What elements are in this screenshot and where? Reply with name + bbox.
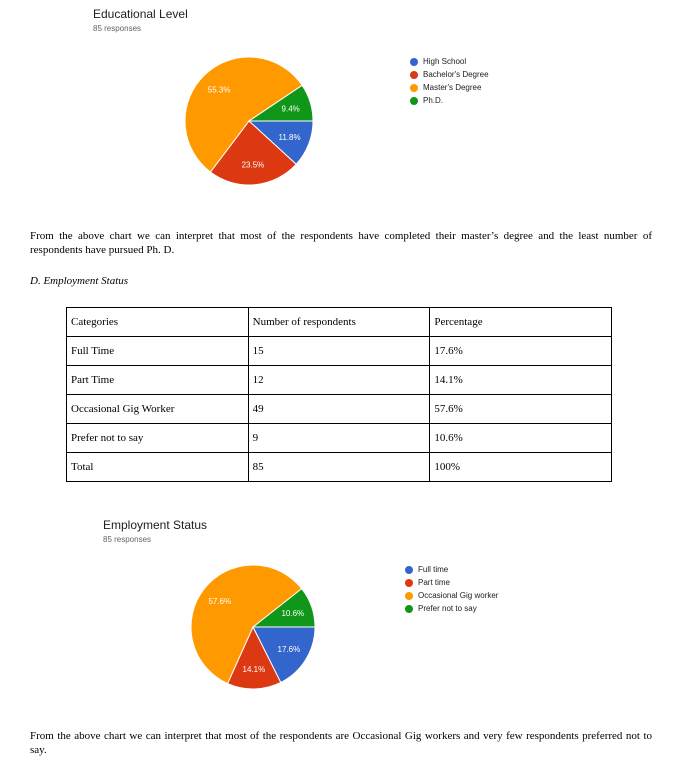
- legend-dot-icon: [405, 605, 413, 613]
- pie-slice-label: 23.5%: [241, 160, 265, 170]
- pie-slice-label: 57.6%: [208, 597, 232, 607]
- pie-slice-label: 9.4%: [281, 104, 300, 114]
- paragraph-education: From the above chart we can interpret that most of the respondents have completed their master’s degree and the least number of respondents have pursued Ph. D.: [30, 230, 652, 256]
- table-cell: 12: [248, 366, 430, 395]
- legend-label: Part time: [418, 578, 451, 587]
- legend-item: [405, 602, 498, 615]
- legend-label: High School: [423, 57, 467, 66]
- pie-slice-label: 14.1%: [242, 665, 266, 675]
- legend-dot-icon: [405, 579, 413, 587]
- table-cell: Occasional Gig Worker: [67, 395, 249, 424]
- legend-item: [405, 589, 498, 602]
- table-cell: 15: [248, 337, 430, 366]
- chart1-title: Educational Level: [93, 7, 188, 21]
- table-header-cell: Percentage: [430, 308, 612, 337]
- chart2-subtitle: 85 responses: [103, 535, 152, 544]
- table-cell: 9: [248, 424, 430, 453]
- legend-dot-icon: [405, 592, 413, 600]
- legend-label: Bachelor's Degree: [423, 70, 489, 79]
- table-cell: Total: [67, 453, 249, 482]
- table-cell: 57.6%: [430, 395, 612, 424]
- chart2-title: Employment Status: [103, 518, 208, 532]
- table-cell: 100%: [430, 453, 612, 482]
- table-cell: Full Time: [67, 337, 249, 366]
- table-cell: 49: [248, 395, 430, 424]
- chart1-subtitle: 85 responses: [93, 24, 142, 33]
- legend-label: Prefer not to say: [418, 604, 477, 613]
- legend-label: Occasional Gig worker: [418, 591, 499, 600]
- legend-dot-icon: [405, 566, 413, 574]
- legend-label: Master's Degree: [423, 83, 482, 92]
- table-cell: Prefer not to say: [67, 424, 249, 453]
- legend-item: [405, 563, 498, 576]
- table-cell: 85: [248, 453, 430, 482]
- legend-item: [405, 576, 498, 589]
- table-cell: 14.1%: [430, 366, 612, 395]
- paragraph-employment: From the above chart we can interpret that most of the respondents are Occasional Gig workers and very few respondents preferred not to say.: [30, 730, 652, 756]
- table-header-cell: Number of respondents: [248, 308, 430, 337]
- pie-slice-label: 55.3%: [207, 85, 231, 95]
- table-cell: 17.6%: [430, 337, 612, 366]
- pie-slice-label: 17.6%: [277, 645, 301, 655]
- pie-slice-label: 11.8%: [278, 132, 301, 142]
- legend-label: Full time: [418, 565, 449, 574]
- section-heading-employment: D. Employment Status: [30, 275, 129, 287]
- pie-slice-label: 10.6%: [281, 609, 305, 619]
- table-cell: Part Time: [67, 366, 249, 395]
- legend-label: Ph.D.: [423, 96, 444, 105]
- table-header-cell: Categories: [67, 308, 249, 337]
- table-cell: 10.6%: [430, 424, 612, 453]
- chart2-legend: [405, 563, 498, 615]
